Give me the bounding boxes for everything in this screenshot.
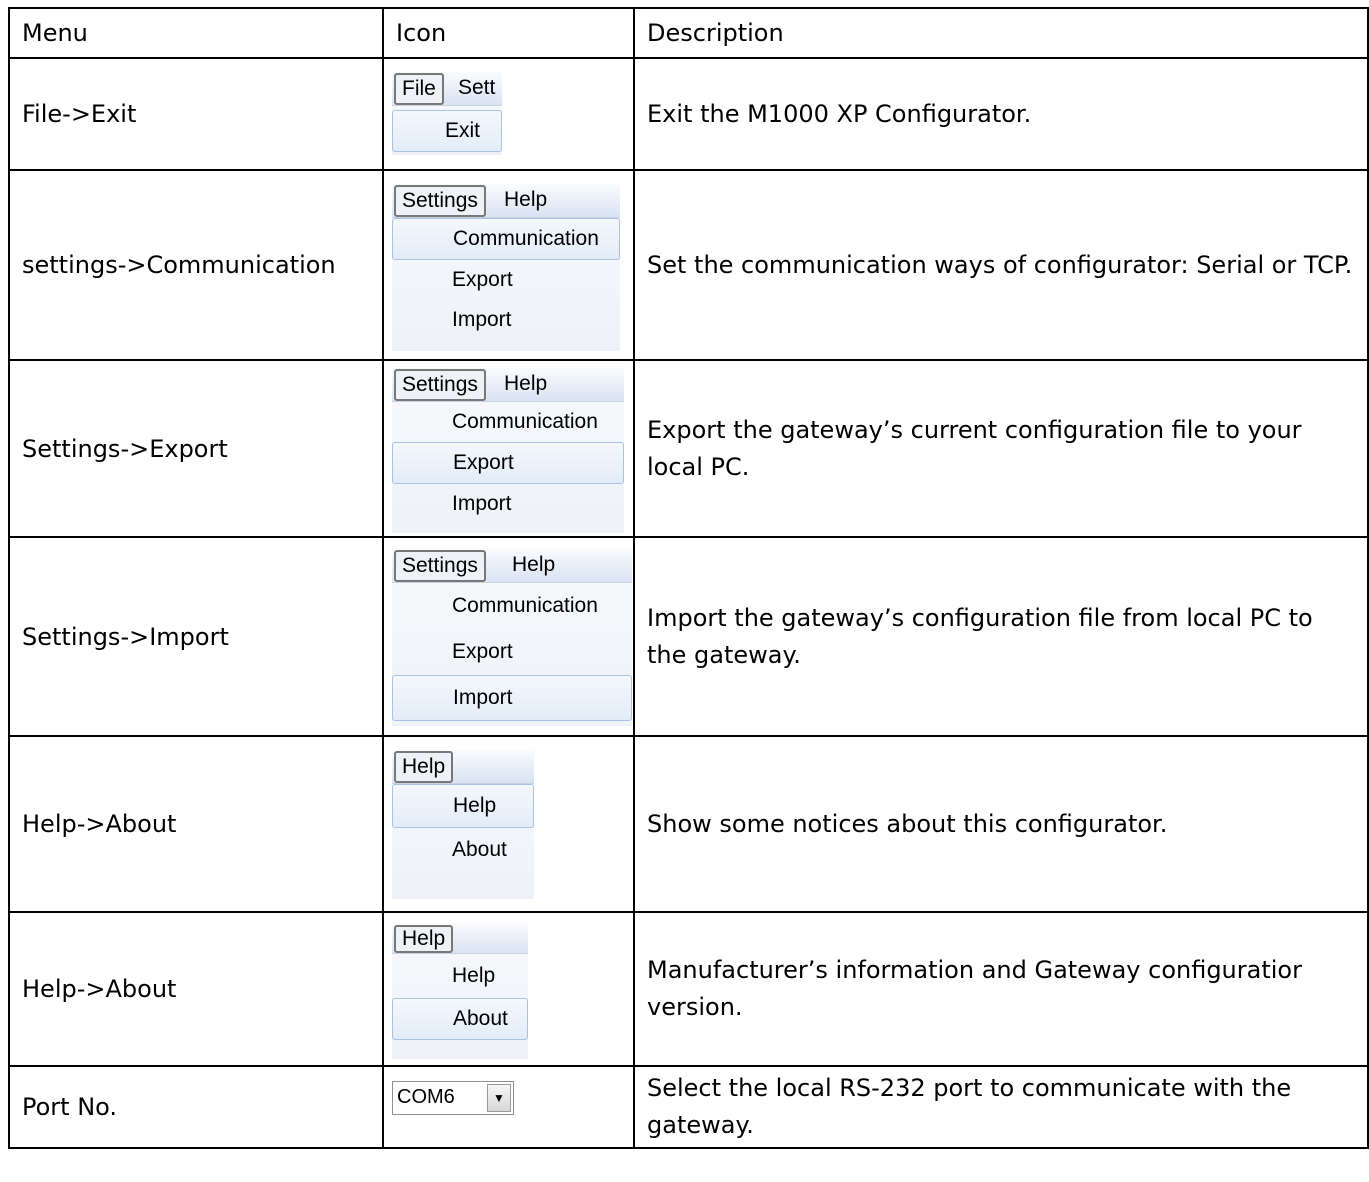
menu-item-help[interactable]: Help — [452, 964, 496, 987]
menu-item-communication[interactable]: Communication — [452, 594, 598, 617]
settings-menu-screenshot — [392, 183, 620, 351]
menu-cell: Settings->Import — [9, 537, 383, 736]
description-cell: Manufacturer’s information and Gateway configuratior version. — [634, 912, 1368, 1066]
header-icon: Icon — [383, 8, 634, 58]
settings-menu-screenshot — [392, 548, 632, 726]
menu-cell: settings->Communication — [9, 170, 383, 360]
icon-cell — [383, 1066, 634, 1148]
menu-item-about[interactable]: About — [392, 998, 528, 1040]
menu-cell: Help->About — [9, 736, 383, 912]
icon-cell — [383, 170, 634, 360]
menu-item-exit[interactable]: Exit — [392, 110, 502, 152]
header-description: Description — [634, 8, 1368, 58]
menu-item-import[interactable]: Import — [452, 492, 512, 515]
description-cell: Exit the M1000 XP Configurator. — [634, 58, 1368, 170]
menu-item-help[interactable]: Help — [392, 784, 534, 828]
port-select[interactable] — [392, 1081, 514, 1115]
menu-bar-settings[interactable]: Settings — [394, 185, 486, 217]
menu-bar-file[interactable]: File — [394, 73, 444, 105]
menu-item-about[interactable]: About — [452, 838, 507, 861]
description-cell: Select the local RS-232 port to communicate with the gateway. — [634, 1066, 1368, 1148]
icon-cell — [383, 537, 634, 736]
table-row — [9, 736, 1368, 912]
menu-cell: Port No. — [9, 1066, 383, 1148]
menu-bar-help[interactable]: Help — [394, 925, 453, 953]
menu-reference-table — [8, 7, 1369, 1149]
menu-bar — [392, 548, 632, 583]
help-menu-screenshot — [392, 749, 534, 899]
menu-item-export[interactable]: Export — [452, 640, 513, 663]
table-row — [9, 537, 1368, 736]
chevron-down-icon[interactable]: ▼ — [487, 1084, 511, 1112]
menu-bar — [392, 749, 534, 784]
menu-item-communication[interactable]: Communication — [452, 410, 598, 433]
menu-bar-settings-cut[interactable]: Sett — [458, 76, 496, 99]
table-row — [9, 912, 1368, 1066]
menu-cell: Help->About — [9, 912, 383, 1066]
menu-bar — [392, 923, 528, 954]
menu-cell: File->Exit — [9, 58, 383, 170]
menu-item-communication[interactable]: Communication — [392, 218, 620, 260]
menu-bar-help[interactable]: Help — [394, 751, 453, 783]
description-cell: Export the gateway’s current configuration file to your local PC. — [634, 360, 1368, 537]
menu-item-export[interactable]: Export — [392, 442, 624, 484]
help-menu-screenshot — [392, 923, 528, 1059]
menu-bar — [392, 183, 620, 218]
menu-bar-settings[interactable]: Settings — [394, 369, 486, 401]
menu-item-import[interactable]: Import — [392, 675, 632, 721]
header-row — [9, 8, 1368, 58]
table-row — [9, 1066, 1368, 1148]
menu-bar — [392, 367, 624, 402]
icon-cell — [383, 58, 634, 170]
file-menu-screenshot — [392, 71, 502, 155]
table-row — [9, 58, 1368, 170]
header-menu: Menu — [9, 8, 383, 58]
menu-item-export[interactable]: Export — [452, 268, 513, 291]
description-cell: Show some notices about this configurator. — [634, 736, 1368, 912]
table-row — [9, 170, 1368, 360]
description-cell: Import the gateway’s configuration file from local PC to the gateway. — [634, 537, 1368, 736]
icon-cell — [383, 360, 634, 537]
menu-bar-help[interactable]: Help — [504, 188, 548, 211]
description-cell: Set the communication ways of configurator: Serial or TCP. — [634, 170, 1368, 360]
menu-item-import[interactable]: Import — [452, 308, 512, 331]
menu-cell: Settings->Export — [9, 360, 383, 537]
table-row — [9, 360, 1368, 537]
icon-cell — [383, 912, 634, 1066]
menu-bar — [392, 71, 502, 106]
icon-cell — [383, 736, 634, 912]
menu-bar-help[interactable]: Help — [504, 372, 548, 395]
port-select-value: COM6 — [397, 1086, 455, 1108]
menu-bar-help[interactable]: Help — [512, 553, 556, 576]
settings-menu-screenshot — [392, 367, 624, 533]
menu-bar-settings[interactable]: Settings — [394, 550, 486, 582]
